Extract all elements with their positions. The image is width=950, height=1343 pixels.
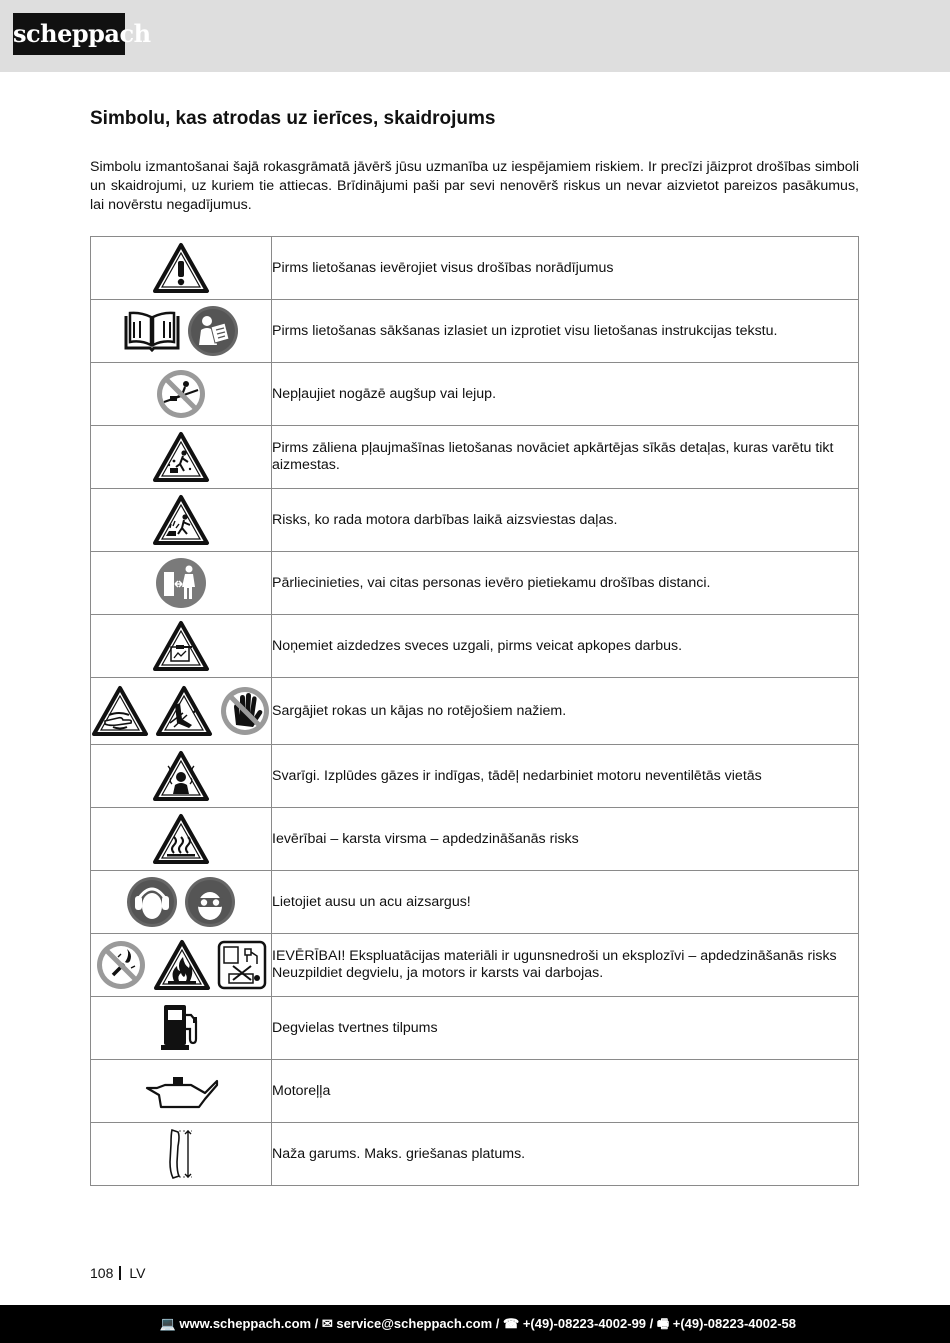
symbol-icons <box>91 939 271 991</box>
symbol-row <box>91 552 859 615</box>
header-band <box>0 0 950 72</box>
footer-bar <box>0 1305 950 1343</box>
toxic-gas-warning-icon <box>152 750 210 802</box>
symbol-description: Lietojiet ausu un acu aizsargus! <box>272 871 859 934</box>
page-number <box>90 1265 145 1281</box>
symbol-row <box>91 1060 859 1123</box>
symbol-row <box>91 871 859 934</box>
symbol-icon-cell <box>91 426 272 489</box>
symbol-description: Pirms lietošanas sākšanas izlasiet un izprotiet visu lietošanas instrukcijas tekstu. <box>272 300 859 363</box>
fuel-pump-icon <box>158 1003 204 1053</box>
symbols-table <box>90 236 859 1186</box>
symbol-icon-cell <box>91 1060 272 1123</box>
symbol-row <box>91 808 859 871</box>
symbol-icon-cell <box>91 489 272 552</box>
blade-length-icon <box>164 1128 198 1180</box>
symbol-description: Noņemiet aizdedzes sveces uzgali, pirms veicat apkopes darbus. <box>272 615 859 678</box>
symbol-icon-cell <box>91 363 272 426</box>
symbol-icons <box>91 305 271 357</box>
remove-debris-warning-icon <box>152 431 210 483</box>
page-number-value: 108 <box>90 1265 114 1281</box>
symbol-description: Sargājiet rokas un kājas no rotējošiem nažiem. <box>272 678 859 745</box>
page-number-separator <box>119 1266 121 1280</box>
symbol-icons <box>91 1003 271 1053</box>
intro-paragraph: Simbolu izmantošanai šajā rokasgrāmatā jāvērš jūsu uzmanība uz iespējamiem riskiem. Ir precīzi jāizprot drošības simboli un skaidrojumi, uz kuriem tie attiecas. Brīdinājumi paši par sevi nenovērš riskus un nevar aizvietot pareizos pasākumus, lai novērstu negadījumus. <box>90 159 859 213</box>
symbol-description: Nepļaujiet nogāzē augšup vai lejup. <box>272 363 859 426</box>
symbol-icon-cell <box>91 300 272 363</box>
symbol-row <box>91 1123 859 1186</box>
symbol-icon-cell <box>91 552 272 615</box>
open-book-icon <box>123 310 181 352</box>
symbol-description: Pārliecinieties, vai citas personas ievēro pietiekamu drošības distanci. <box>272 552 859 615</box>
symbol-row <box>91 426 859 489</box>
scheppach-logo: scheppach <box>13 13 125 55</box>
symbol-icon-cell <box>91 997 272 1060</box>
warning-exclamation-icon <box>152 242 210 294</box>
symbol-description: Svarīgi. Izplūdes gāzes ir indīgas, tādēļ nedarbiniet motoru neventilētās vietās <box>272 745 859 808</box>
symbol-row <box>91 489 859 552</box>
oil-can-icon <box>143 1071 219 1111</box>
symbol-icons <box>91 494 271 546</box>
symbol-icons <box>91 242 271 294</box>
page-title: Simbolu, kas atrodas uz ierīces, skaidrojums <box>90 108 496 129</box>
symbol-row <box>91 934 859 997</box>
symbol-icons <box>91 750 271 802</box>
no-open-flame-icon <box>95 939 147 991</box>
hand-blade-warning-icon <box>91 685 149 737</box>
symbol-description-line: IEVĒRĪBAI! Ekspluatācijas materiāli ir ugunsnedroši un eksplozīvi – apdedzināšanās risks <box>272 948 837 964</box>
symbol-icon-cell <box>91 871 272 934</box>
symbol-icons <box>91 557 271 609</box>
foot-blade-warning-icon <box>155 685 213 737</box>
no-hands-icon <box>219 685 271 737</box>
thrown-objects-warning-icon <box>152 494 210 546</box>
hot-surface-warning-icon <box>152 813 210 865</box>
symbol-description: Naža garums. Maks. griešanas platums. <box>272 1123 859 1186</box>
symbols-table-body <box>91 237 859 1186</box>
symbol-icons <box>91 1071 271 1111</box>
no-slope-mowing-icon <box>155 368 207 420</box>
symbol-row <box>91 997 859 1060</box>
symbol-icon-cell <box>91 237 272 300</box>
spark-plug-warning-icon <box>152 620 210 672</box>
safety-distance-icon <box>155 557 207 609</box>
symbol-description: Ievērībai – karsta virsma – apdedzināšanās risks <box>272 808 859 871</box>
footer-contact: 💻 www.scheppach.com / ✉ service@scheppach.com / ☎ +(49)-08223-4002-99 / 🖷 +(49)-08223-4002-58 <box>159 1316 796 1331</box>
symbol-description: Pirms lietošanas ievērojiet visus drošības norādījumus <box>272 237 859 300</box>
symbol-icons <box>91 876 271 928</box>
read-manual-icon <box>187 305 239 357</box>
symbol-row <box>91 615 859 678</box>
symbol-icon-cell <box>91 745 272 808</box>
symbol-icons <box>91 685 271 737</box>
symbol-row <box>91 237 859 300</box>
symbol-icons <box>91 813 271 865</box>
symbol-icons <box>91 1128 271 1180</box>
symbol-row <box>91 300 859 363</box>
symbol-icon-cell <box>91 678 272 745</box>
symbol-description: Degvielas tvertnes tilpums <box>272 997 859 1060</box>
symbol-row <box>91 363 859 426</box>
symbol-description <box>272 934 859 997</box>
symbol-icon-cell <box>91 1123 272 1186</box>
symbol-icons <box>91 431 271 483</box>
page-language: LV <box>129 1265 146 1281</box>
symbol-description: Motoreļļa <box>272 1060 859 1123</box>
symbol-icons <box>91 368 271 420</box>
symbol-description-line: Neuzpildiet degvielu, ja motors ir karsts vai darbojas. <box>272 965 604 981</box>
symbol-icons <box>91 620 271 672</box>
no-refuel-running-icon <box>217 940 267 990</box>
symbol-icon-cell <box>91 934 272 997</box>
symbol-description: Pirms zāliena pļaujmašīnas lietošanas novāciet apkārtējas sīkās detaļas, kuras varētu tikt aizmestas. <box>272 426 859 489</box>
eye-protection-icon <box>184 876 236 928</box>
symbol-row <box>91 745 859 808</box>
symbol-icon-cell <box>91 808 272 871</box>
symbol-icon-cell <box>91 615 272 678</box>
symbol-description: Risks, ko rada motora darbības laikā aizsviestas daļas. <box>272 489 859 552</box>
flammable-warning-icon <box>153 939 211 991</box>
ear-protection-icon <box>126 876 178 928</box>
symbol-row <box>91 678 859 745</box>
